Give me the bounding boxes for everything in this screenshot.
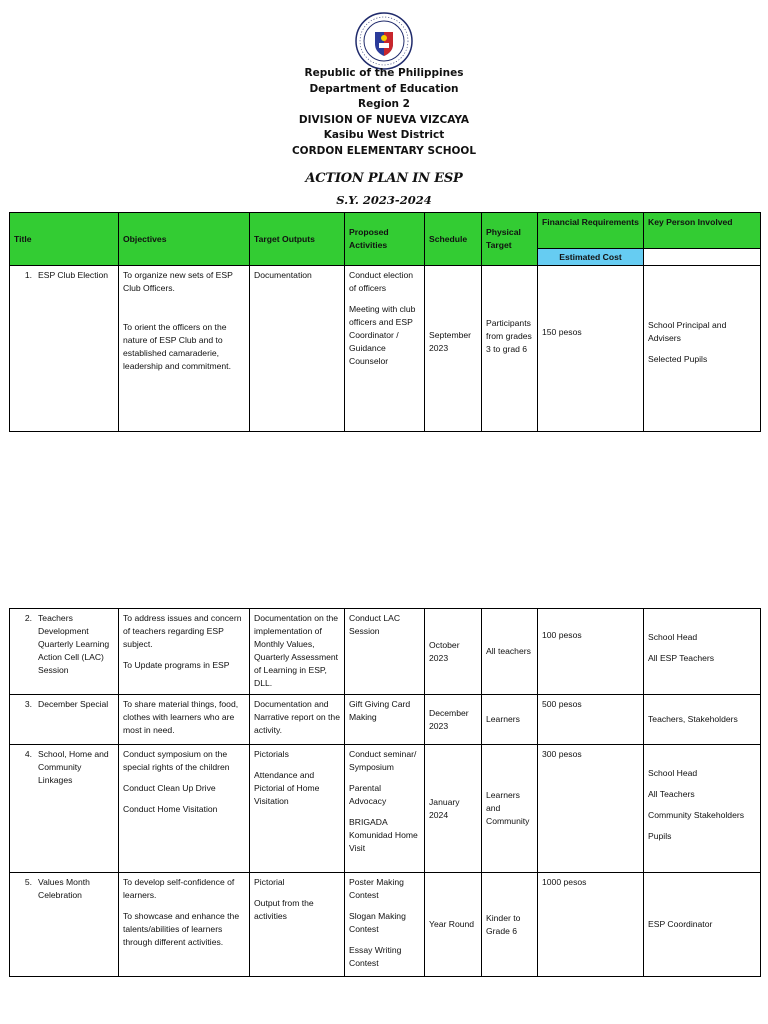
output-text: Documentation on the implementation of Monthly Values, Quarterly Assessment of Learning in ESP, DLL. — [254, 613, 339, 688]
col-header-key-person: Key Person Involved — [644, 213, 761, 249]
table-row — [10, 695, 761, 745]
objective-text: Conduct Clean Up Drive — [123, 783, 216, 793]
activity-text: Parental Advocacy — [349, 783, 387, 806]
row-title: School, Home and Community Linkages — [38, 749, 109, 785]
col-header-blank — [644, 249, 761, 266]
person-text: School Head — [648, 632, 698, 642]
person-text: Teachers, Stakeholders — [648, 714, 738, 724]
table-row — [10, 873, 761, 977]
row-title: Values Month Celebration — [38, 877, 90, 900]
output-text: Documentation — [254, 270, 312, 280]
target-cell: Learners — [482, 695, 538, 745]
letterhead-line: Region 2 — [358, 98, 410, 110]
schedule-cell: September 2023 — [425, 266, 482, 432]
cost-cell: 150 pesos — [538, 266, 644, 432]
cost-cell: 500 pesos — [538, 695, 644, 745]
deped-seal-logo — [355, 12, 413, 70]
objective-text: To address issues and concern of teachers regarding ESP subject. — [123, 613, 242, 649]
row-title: Teachers Development Quarterly Learning Action Cell (LAC) Session — [38, 613, 110, 675]
col-header-physical-target: Physical Target — [482, 213, 538, 266]
col-header-title: Title — [10, 213, 119, 266]
table-row — [10, 609, 761, 695]
activity-text: Meeting with club officers and ESP Coordinator / Guidance Counselor — [349, 304, 416, 366]
activity-text: Conduct LAC Session — [349, 613, 401, 636]
letterhead — [0, 66, 768, 159]
col-header-schedule: Schedule — [425, 213, 482, 266]
person-text: Pupils — [648, 831, 672, 841]
row-number: 3. — [24, 699, 32, 709]
letterhead-line: Kasibu West District — [323, 129, 445, 141]
output-text: Pictorials — [254, 749, 289, 759]
activity-text: Essay Writing Contest — [349, 945, 402, 968]
row-number: 5. — [24, 877, 32, 887]
table-row — [10, 745, 761, 873]
row-title: December Special — [38, 699, 109, 709]
action-plan-table-2 — [9, 608, 761, 977]
school-year: S.Y. 2023-2024 — [336, 193, 432, 207]
letterhead-line: DIVISION OF NUEVA VIZCAYA — [298, 113, 470, 126]
document-title: ACTION PLAN IN ESP — [305, 171, 463, 186]
letterhead-line: Republic of the Philippines — [304, 67, 464, 79]
activity-text: Conduct seminar/ Symposium — [349, 749, 417, 772]
objective-text: Conduct Home Visitation — [123, 804, 218, 814]
col-header-financial: Financial Requirements — [538, 213, 644, 249]
person-text: All Teachers — [648, 789, 695, 799]
person-text: Community Stakeholders — [648, 810, 745, 820]
person-text: All ESP Teachers — [648, 653, 715, 663]
person-text: School Head — [648, 768, 698, 778]
row-number: 4. — [24, 749, 32, 759]
target-cell: Learners and Community — [482, 745, 538, 873]
col-header-estimated-cost: Estimated Cost — [538, 249, 644, 266]
person-text: ESP Coordinator — [648, 919, 713, 929]
col-header-proposed-activities: Proposed Activities — [345, 213, 425, 266]
activity-text: Gift Giving Card Making — [349, 699, 411, 722]
person-text: School Principal and Advisers — [648, 320, 727, 343]
activity-text: Conduct election of officers — [349, 270, 414, 293]
schedule-cell: Year Round — [425, 873, 482, 977]
objective-text: Conduct symposium on the special rights of the children — [123, 749, 230, 772]
row-number: 2. — [24, 613, 32, 623]
target-cell: All teachers — [482, 609, 538, 695]
target-cell: Participants from grades 3 to grad 6 — [482, 266, 538, 432]
activity-text: Slogan Making Contest — [349, 911, 406, 934]
cost-cell: 1000 pesos — [538, 873, 644, 977]
activity-text: Poster Making Contest — [349, 877, 404, 900]
person-text: Selected Pupils — [648, 354, 708, 364]
objective-text: To develop self-confidence of learners. — [123, 877, 235, 900]
row-number: 1. — [24, 270, 32, 280]
output-text: Attendance and Pictorial of Home Visitation — [254, 770, 320, 806]
cost-cell: 100 pesos — [538, 609, 644, 695]
col-header-target-outputs: Target Outputs — [250, 213, 345, 266]
objective-text: To share material things, food, clothes with learners who are most in need. — [123, 699, 239, 735]
objective-text: To showcase and enhance the talents/abilities of learners through different activities. — [123, 911, 240, 947]
objective-text: To Update programs in ESP — [123, 660, 230, 670]
schedule-cell: January 2024 — [425, 745, 482, 873]
objective-text: To orient the officers on the nature of ESP Club and to established camaraderie, leadership and commitment. — [123, 322, 231, 371]
schedule-cell: October 2023 — [425, 609, 482, 695]
cost-cell: 300 pesos — [538, 745, 644, 873]
output-text: Pictorial — [254, 877, 285, 887]
schedule-cell: December 2023 — [425, 695, 482, 745]
objective-text: To organize new sets of ESP Club Officers. — [123, 270, 233, 293]
output-text: Output from the activities — [254, 898, 314, 921]
table-row — [10, 266, 761, 432]
col-header-objectives: Objectives — [119, 213, 250, 266]
activity-text: BRIGADA Komunidad Home Visit — [349, 817, 418, 853]
target-cell: Kinder to Grade 6 — [482, 873, 538, 977]
action-plan-table-1 — [9, 212, 761, 432]
letterhead-line: Department of Education — [309, 82, 459, 95]
output-text: Documentation and Narrative report on the activity. — [254, 699, 340, 735]
letterhead-line: CORDON ELEMENTARY SCHOOL — [291, 144, 477, 157]
row-title: ESP Club Election — [38, 270, 109, 280]
